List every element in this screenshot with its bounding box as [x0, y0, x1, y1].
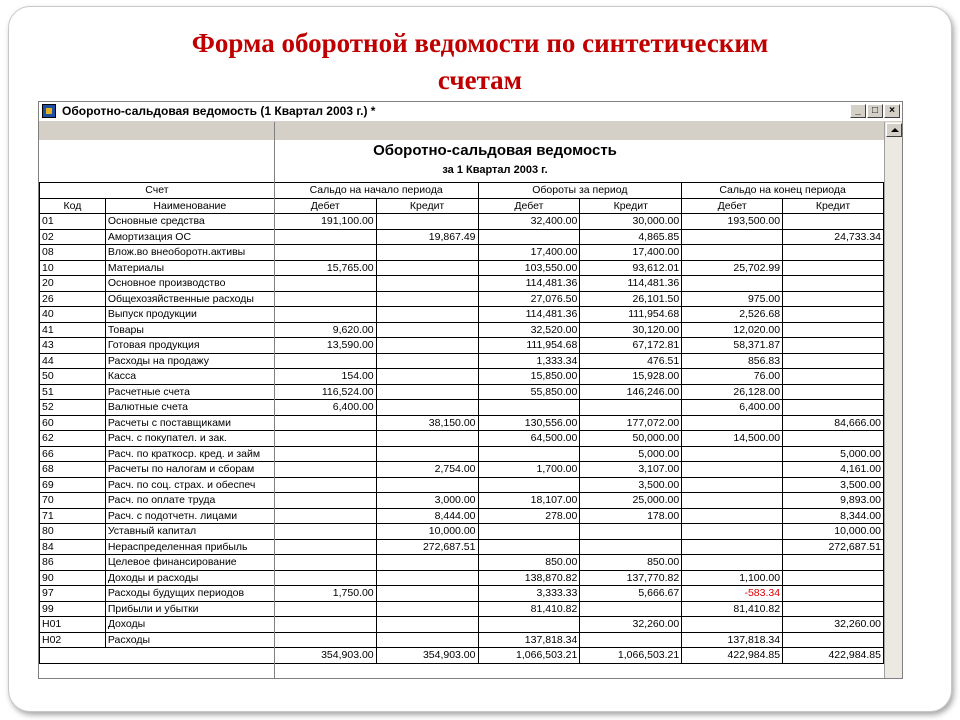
column-header-code: Код [40, 198, 106, 214]
cell-open-credit: 19,867.49 [376, 229, 478, 245]
sheet-header-gutter [39, 122, 274, 140]
column-header-turn-debit: Дебет [478, 198, 580, 214]
cell-turn-credit: 93,612.01 [580, 260, 682, 276]
cell-name: Расч. по краткоср. кред. и займ [105, 446, 274, 462]
cell-open-debit [274, 291, 376, 307]
ledger-row[interactable] [40, 632, 884, 648]
cell-close-debit [682, 555, 783, 571]
cell-turn-debit: 103,550.00 [478, 260, 580, 276]
cell-open-credit [376, 369, 478, 385]
ledger-row[interactable] [40, 229, 884, 245]
cell-code: 52 [40, 400, 106, 416]
cell-open-credit [376, 353, 478, 369]
cell-open-credit: 38,150.00 [376, 415, 478, 431]
cell-turn-debit: 3,333.33 [478, 586, 580, 602]
ledger-row[interactable] [40, 431, 884, 447]
cell-code: 99 [40, 601, 106, 617]
cell-name: Общехозяйственные расходы [105, 291, 274, 307]
cell-open-credit [376, 570, 478, 586]
cell-close-credit: 272,687.51 [783, 539, 884, 555]
cell-close-credit [783, 431, 884, 447]
total-close-debit: 422,984.85 [682, 648, 783, 664]
column-header-row [40, 198, 884, 214]
cell-open-credit: 8,444.00 [376, 508, 478, 524]
cell-open-credit [376, 245, 478, 261]
cell-close-credit [783, 307, 884, 323]
cell-code: 69 [40, 477, 106, 493]
cell-name: Расч. с покупател. и зак. [105, 431, 274, 447]
cell-close-debit [682, 415, 783, 431]
cell-turn-debit: 32,520.00 [478, 322, 580, 338]
cell-name: Нераспределенная прибыль [105, 539, 274, 555]
cell-code: 97 [40, 586, 106, 602]
scroll-up-icon[interactable] [886, 123, 902, 137]
cell-turn-credit: 114,481.36 [580, 276, 682, 292]
cell-open-debit: 13,590.00 [274, 338, 376, 354]
cell-code: 40 [40, 307, 106, 323]
cell-name: Материалы [105, 260, 274, 276]
cell-name: Основное производство [105, 276, 274, 292]
cell-name: Основные средства [105, 214, 274, 230]
cell-turn-debit: 1,333.34 [478, 353, 580, 369]
cell-turn-credit: 5,000.00 [580, 446, 682, 462]
ledger-row[interactable] [40, 214, 884, 230]
cell-turn-credit: 67,172.81 [580, 338, 682, 354]
cell-close-credit: 4,161.00 [783, 462, 884, 478]
column-header-turn-credit: Кредит [580, 198, 682, 214]
cell-open-debit: 1,750.00 [274, 586, 376, 602]
cell-name: Готовая продукция [105, 338, 274, 354]
cell-turn-debit [478, 539, 580, 555]
cell-close-debit: 193,500.00 [682, 214, 783, 230]
ledger-row[interactable] [40, 338, 884, 354]
cell-turn-credit: 850.00 [580, 555, 682, 571]
ledger-row[interactable] [40, 369, 884, 385]
cell-open-debit [274, 462, 376, 478]
cell-close-credit [783, 400, 884, 416]
slide-title: Форма оборотной ведомости по синтетическим [191, 28, 769, 58]
cell-close-debit [682, 276, 783, 292]
cell-turn-debit: 1,700.00 [478, 462, 580, 478]
cell-turn-debit [478, 229, 580, 245]
cell-name: Расч. с подотчетн. лицами [105, 508, 274, 524]
cell-open-debit [274, 524, 376, 540]
cell-open-debit [274, 307, 376, 323]
cell-code: 62 [40, 431, 106, 447]
cell-code: 50 [40, 369, 106, 385]
cell-turn-debit: 17,400.00 [478, 245, 580, 261]
cell-code: 90 [40, 570, 106, 586]
cell-turn-debit: 55,850.00 [478, 384, 580, 400]
cell-close-credit [783, 245, 884, 261]
totals-row [40, 648, 884, 664]
cell-open-credit [376, 446, 478, 462]
cell-name: Прибыли и убытки [105, 601, 274, 617]
total-turn-debit: 1,066,503.21 [478, 648, 580, 664]
group-header-turnover: Обороты за период [478, 183, 682, 199]
cell-code: 71 [40, 508, 106, 524]
cell-open-credit [376, 400, 478, 416]
cell-turn-debit [478, 477, 580, 493]
cell-close-credit [783, 214, 884, 230]
cell-name: Доходы и расходы [105, 570, 274, 586]
cell-turn-credit: 30,000.00 [580, 214, 682, 230]
total-open-credit: 354,903.00 [376, 648, 478, 664]
cell-turn-debit [478, 524, 580, 540]
cell-close-debit [682, 245, 783, 261]
cell-code: 84 [40, 539, 106, 555]
cell-turn-credit: 32,260.00 [580, 617, 682, 633]
cell-turn-credit [580, 400, 682, 416]
cell-open-credit [376, 338, 478, 354]
cell-open-credit [376, 307, 478, 323]
cell-close-debit: 14,500.00 [682, 431, 783, 447]
cell-open-debit [274, 446, 376, 462]
group-header-closing: Сальдо на конец периода [682, 183, 884, 199]
cell-close-credit: 10,000.00 [783, 524, 884, 540]
cell-close-debit: 58,371.87 [682, 338, 783, 354]
cell-turn-debit: 114,481.36 [478, 276, 580, 292]
cell-close-debit [682, 493, 783, 509]
cell-name: Касса [105, 369, 274, 385]
cell-open-debit: 15,765.00 [274, 260, 376, 276]
minimize-button[interactable]: _ [850, 104, 866, 118]
slide-title-continued: счетам [437, 65, 523, 95]
cell-code: 10 [40, 260, 106, 276]
cell-open-debit: 154.00 [274, 369, 376, 385]
ledger-row[interactable] [40, 291, 884, 307]
cell-turn-debit: 111,954.68 [478, 338, 580, 354]
cell-open-credit [376, 632, 478, 648]
cell-turn-credit [580, 524, 682, 540]
cell-code: Н01 [40, 617, 106, 633]
cell-code: 60 [40, 415, 106, 431]
window-title: Оборотно-сальдовая ведомость (1 Квартал 2003 г.) * [62, 104, 376, 118]
cell-close-credit [783, 632, 884, 648]
cell-name: Расходы [105, 632, 274, 648]
cell-open-debit: 116,524.00 [274, 384, 376, 400]
cell-code: 20 [40, 276, 106, 292]
cell-open-debit [274, 570, 376, 586]
cell-turn-debit: 81,410.82 [478, 601, 580, 617]
cell-turn-credit: 177,072.00 [580, 415, 682, 431]
cell-close-credit [783, 276, 884, 292]
cell-close-credit: 84,666.00 [783, 415, 884, 431]
ledger-row[interactable] [40, 276, 884, 292]
cell-code: 41 [40, 322, 106, 338]
cell-open-credit: 2,754.00 [376, 462, 478, 478]
cell-code: 08 [40, 245, 106, 261]
cell-turn-debit: 64,500.00 [478, 431, 580, 447]
column-header-open-credit: Кредит [376, 198, 478, 214]
ledger-row[interactable] [40, 539, 884, 555]
cell-turn-credit: 111,954.68 [580, 307, 682, 323]
cell-open-debit [274, 276, 376, 292]
cell-open-credit [376, 431, 478, 447]
cell-close-debit [682, 617, 783, 633]
cell-open-debit [274, 415, 376, 431]
ledger-row[interactable] [40, 322, 884, 338]
window-titlebar[interactable] [39, 102, 902, 121]
column-header-close-debit: Дебет [682, 198, 783, 214]
cell-name: Влож.во внеоборотн.активы [105, 245, 274, 261]
cell-turn-debit: 18,107.00 [478, 493, 580, 509]
cell-name: Расходы будущих периодов [105, 586, 274, 602]
ledger-row[interactable] [40, 446, 884, 462]
cell-name: Расчеты по налогам и сборам [105, 462, 274, 478]
cell-code: 66 [40, 446, 106, 462]
cell-close-debit [682, 539, 783, 555]
cell-name: Амортизация ОС [105, 229, 274, 245]
ledger-row[interactable] [40, 260, 884, 276]
ledger-body [40, 214, 884, 648]
cell-close-credit [783, 260, 884, 276]
total-turn-credit: 1,066,503.21 [580, 648, 682, 664]
cell-turn-credit: 26,101.50 [580, 291, 682, 307]
cell-open-debit [274, 431, 376, 447]
cell-close-credit [783, 586, 884, 602]
cell-open-credit [376, 601, 478, 617]
cell-code: 26 [40, 291, 106, 307]
cell-turn-credit: 4,865.85 [580, 229, 682, 245]
cell-close-credit: 5,000.00 [783, 446, 884, 462]
cell-open-credit [376, 322, 478, 338]
cell-name: Расчетные счета [105, 384, 274, 400]
cell-name: Валютные счета [105, 400, 274, 416]
ledger-row[interactable] [40, 617, 884, 633]
cell-close-credit [783, 570, 884, 586]
ledger-table [39, 182, 884, 664]
cell-close-debit: 26,128.00 [682, 384, 783, 400]
vertical-scrollbar[interactable] [884, 122, 903, 679]
cell-close-credit: 32,260.00 [783, 617, 884, 633]
cell-open-credit: 272,687.51 [376, 539, 478, 555]
maximize-button[interactable]: □ [867, 104, 883, 118]
ledger-row[interactable] [40, 400, 884, 416]
cell-open-debit [274, 601, 376, 617]
cell-code: 70 [40, 493, 106, 509]
ledger-row[interactable] [40, 462, 884, 478]
cell-turn-credit [580, 539, 682, 555]
ledger-row[interactable] [40, 555, 884, 571]
group-header-row [40, 183, 884, 199]
cell-turn-debit: 130,556.00 [478, 415, 580, 431]
cell-close-debit: 975.00 [682, 291, 783, 307]
cell-open-credit [376, 477, 478, 493]
cell-open-debit [274, 477, 376, 493]
cell-open-credit [376, 291, 478, 307]
cell-open-debit [274, 493, 376, 509]
cell-code: Н02 [40, 632, 106, 648]
cell-close-credit: 8,344.00 [783, 508, 884, 524]
cell-turn-credit: 476.51 [580, 353, 682, 369]
cell-name: Товары [105, 322, 274, 338]
cell-open-credit [376, 260, 478, 276]
cell-close-debit [682, 446, 783, 462]
cell-close-credit: 9,893.00 [783, 493, 884, 509]
cell-open-credit: 3,000.00 [376, 493, 478, 509]
ledger-row[interactable] [40, 384, 884, 400]
cell-turn-debit [478, 400, 580, 416]
cell-turn-debit: 15,850.00 [478, 369, 580, 385]
cell-close-credit [783, 353, 884, 369]
cell-name: Расходы на продажу [105, 353, 274, 369]
cell-close-debit [682, 477, 783, 493]
ledger-row[interactable] [40, 570, 884, 586]
cell-open-debit [274, 539, 376, 555]
column-header-open-debit: Дебет [274, 198, 376, 214]
cell-close-credit [783, 601, 884, 617]
cell-open-debit [274, 508, 376, 524]
ledger-row[interactable] [40, 353, 884, 369]
cell-code: 44 [40, 353, 106, 369]
cell-close-debit [682, 229, 783, 245]
cell-open-debit [274, 353, 376, 369]
cell-open-credit [376, 617, 478, 633]
cell-turn-debit: 32,400.00 [478, 214, 580, 230]
cell-close-credit: 24,733.34 [783, 229, 884, 245]
cell-code: 01 [40, 214, 106, 230]
cell-close-debit: 2,526.68 [682, 307, 783, 323]
cell-close-credit [783, 555, 884, 571]
cell-turn-credit: 137,770.82 [580, 570, 682, 586]
cell-code: 51 [40, 384, 106, 400]
cell-turn-credit: 50,000.00 [580, 431, 682, 447]
report-window [38, 101, 903, 679]
cell-open-debit [274, 229, 376, 245]
sheet-divider [274, 122, 275, 679]
column-header-close-credit: Кредит [783, 198, 884, 214]
cell-close-debit: -583.34 [682, 586, 783, 602]
cell-turn-credit: 25,000.00 [580, 493, 682, 509]
cell-turn-credit: 3,500.00 [580, 477, 682, 493]
cell-close-debit: 6,400.00 [682, 400, 783, 416]
group-header-opening: Сальдо на начало периода [274, 183, 478, 199]
cell-turn-debit [478, 446, 580, 462]
cell-close-debit [682, 508, 783, 524]
cell-turn-debit: 27,076.50 [478, 291, 580, 307]
cell-turn-debit: 137,818.34 [478, 632, 580, 648]
cell-code: 02 [40, 229, 106, 245]
cell-open-credit [376, 214, 478, 230]
cell-close-debit: 1,100.00 [682, 570, 783, 586]
cell-close-debit: 76.00 [682, 369, 783, 385]
cell-name: Выпуск продукции [105, 307, 274, 323]
cell-close-credit: 3,500.00 [783, 477, 884, 493]
cell-close-debit: 81,410.82 [682, 601, 783, 617]
cell-code: 86 [40, 555, 106, 571]
cell-name: Целевое финансирование [105, 555, 274, 571]
cell-close-debit [682, 524, 783, 540]
column-header-name: Наименование [105, 198, 274, 214]
cell-turn-credit: 146,246.00 [580, 384, 682, 400]
report-title: Оборотно-сальдовая ведомость [373, 142, 617, 159]
report-subtitle: за 1 Квартал 2003 г. [442, 164, 548, 176]
cell-close-debit: 12,020.00 [682, 322, 783, 338]
ledger-row[interactable] [40, 524, 884, 540]
cell-turn-debit: 850.00 [478, 555, 580, 571]
cell-turn-credit: 5,666.67 [580, 586, 682, 602]
cell-code: 43 [40, 338, 106, 354]
report-sheet [39, 140, 884, 679]
total-open-debit: 354,903.00 [274, 648, 376, 664]
cell-open-credit: 10,000.00 [376, 524, 478, 540]
cell-turn-debit: 114,481.36 [478, 307, 580, 323]
ledger-row[interactable] [40, 415, 884, 431]
cell-open-credit [376, 384, 478, 400]
cell-close-debit: 137,818.34 [682, 632, 783, 648]
totals-label-cell [40, 648, 275, 664]
close-button[interactable]: × [884, 104, 900, 118]
cell-turn-credit: 17,400.00 [580, 245, 682, 261]
ledger-row[interactable] [40, 508, 884, 524]
cell-code: 68 [40, 462, 106, 478]
cell-open-debit: 9,620.00 [274, 322, 376, 338]
cell-turn-debit: 138,870.82 [478, 570, 580, 586]
group-header-account: Счет [40, 183, 275, 199]
cell-close-credit [783, 291, 884, 307]
cell-close-debit: 856.83 [682, 353, 783, 369]
cell-open-debit [274, 245, 376, 261]
cell-open-debit [274, 632, 376, 648]
cell-turn-credit: 178.00 [580, 508, 682, 524]
cell-open-credit [376, 555, 478, 571]
cell-name: Расчеты с поставщиками [105, 415, 274, 431]
cell-open-debit: 6,400.00 [274, 400, 376, 416]
cell-turn-credit [580, 632, 682, 648]
cell-turn-credit: 15,928.00 [580, 369, 682, 385]
cell-close-credit [783, 369, 884, 385]
cell-name: Уставный капитал [105, 524, 274, 540]
cell-name: Расч. по соц. страх. и обеспеч [105, 477, 274, 493]
cell-open-debit [274, 555, 376, 571]
ledger-row[interactable] [40, 601, 884, 617]
cell-open-debit [274, 617, 376, 633]
ledger-row[interactable] [40, 477, 884, 493]
cell-code: 80 [40, 524, 106, 540]
cell-turn-credit: 30,120.00 [580, 322, 682, 338]
cell-open-debit: 191,100.00 [274, 214, 376, 230]
cell-close-debit [682, 462, 783, 478]
cell-close-debit: 25,702.99 [682, 260, 783, 276]
cell-close-credit [783, 322, 884, 338]
cell-turn-debit [478, 617, 580, 633]
cell-close-credit [783, 338, 884, 354]
cell-name: Доходы [105, 617, 274, 633]
app-icon [42, 104, 56, 118]
ledger-row[interactable] [40, 307, 884, 323]
cell-open-credit [376, 276, 478, 292]
cell-turn-credit: 3,107.00 [580, 462, 682, 478]
ledger-row[interactable] [40, 586, 884, 602]
ledger-row[interactable] [40, 245, 884, 261]
cell-close-credit [783, 384, 884, 400]
ledger-row[interactable] [40, 493, 884, 509]
cell-name: Расч. по оплате труда [105, 493, 274, 509]
cell-turn-credit [580, 601, 682, 617]
cell-open-credit [376, 586, 478, 602]
cell-turn-debit: 278.00 [478, 508, 580, 524]
total-close-credit: 422,984.85 [783, 648, 884, 664]
